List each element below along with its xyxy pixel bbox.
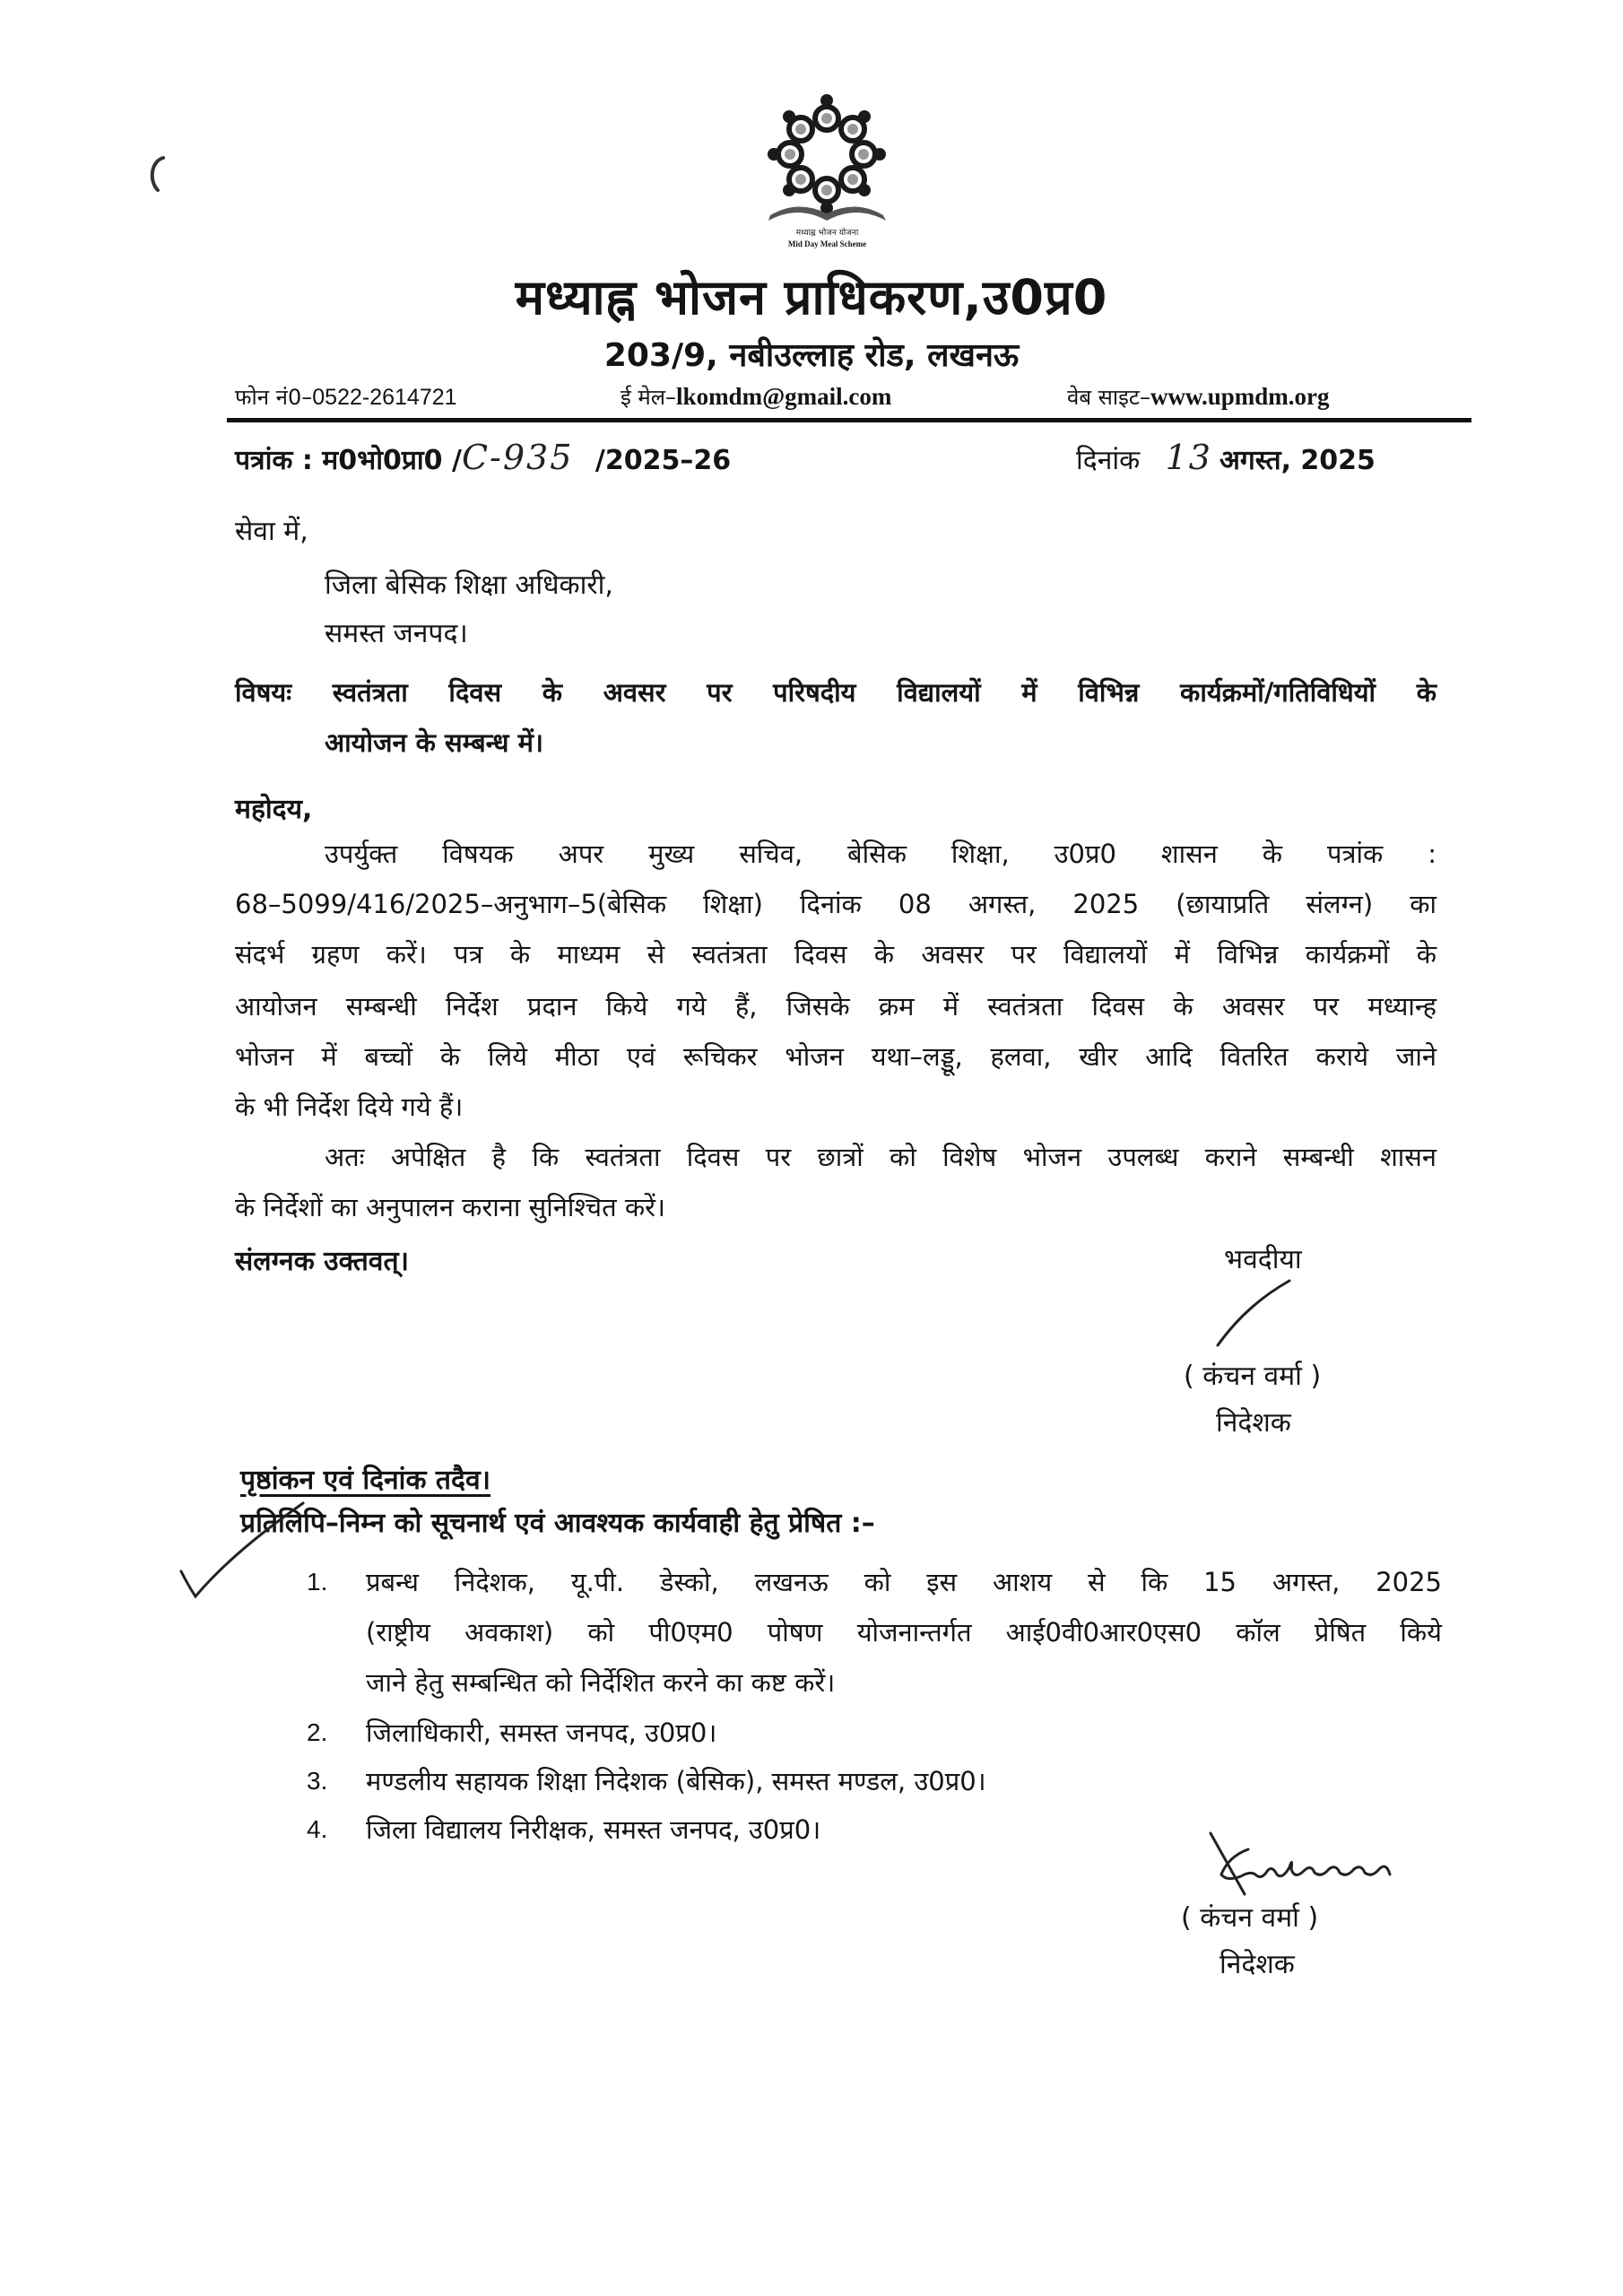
copy-item-4-line-1: जिला विद्यालय निरीक्षक, समस्त जनपद, उ0प्र0। — [366, 1814, 821, 1845]
signatory2-name: ( कंचन वर्मा ) — [1181, 1902, 1319, 1934]
closing-yours: भवदीया — [1224, 1244, 1302, 1275]
para1-line-6: के भी निर्देश दिये गये हैं। — [235, 1091, 464, 1122]
para1-line-4: आयोजन सम्बन्धी निर्देश प्रदान किये गये हैं, जिसके क्रम में स्वतंत्रता दिवस के अवसर पर मध्यान्ह — [235, 991, 1436, 1022]
para1-line-3: संदर्भ ग्रहण करें। पत्र के माध्यम से स्वतंत्रता दिवस के अवसर पर विद्यालयों में विभिन्न कार्यक्रमों के — [235, 939, 1436, 970]
recipient-area: समस्त जनपद। — [325, 618, 468, 649]
contact-email — [621, 382, 891, 412]
para1-line-5: भोजन में बच्चों के लिये मीठा एवं रूचिकर भोजन यथा–लड्डू, हलवा, खीर आदि वितरित कराये जाने — [235, 1041, 1436, 1072]
subject-line-1: विषयः स्वतंत्रता दिवस के अवसर पर परिषदीय विद्यालयों में विभिन्न कार्यक्रमों/गतिविधियों के — [235, 677, 1436, 708]
endorsement-heading: पृष्ठांकन एवं दिनांक तदैव। — [240, 1465, 491, 1496]
subject-line-2: आयोजन के सम्बन्ध में। — [325, 727, 543, 758]
handwritten-letter-number: C-935 — [461, 438, 574, 477]
phone-number: 0522-2614721 — [312, 385, 457, 410]
scan-mark-icon — [143, 152, 170, 197]
salutation-to: सेवा में, — [235, 516, 308, 547]
contact-website — [1067, 382, 1330, 412]
email-label: ई मेल– — [621, 385, 677, 410]
date-month-year: अगस्त, 2025 — [1219, 445, 1376, 476]
signatory-designation: निदेशक — [1216, 1407, 1291, 1439]
para1-line-2: 68–5099/416/2025–अनुभाग–5(बेसिक शिक्षा) दिनांक 08 अगस्त, 2025 (छायाप्रति संलग्न) का — [235, 889, 1436, 919]
checkmark-icon — [178, 1500, 312, 1603]
handwritten-date-day: 13 — [1165, 438, 1212, 477]
date-label: दिनांक — [1076, 445, 1141, 476]
signature-stroke-icon — [1211, 1274, 1300, 1354]
copy-item-4-number: 4. — [307, 1815, 328, 1843]
phone-label: फोन नं0– — [235, 385, 313, 410]
logo-emblem-icon — [767, 90, 888, 224]
para1-line-1: उपर्युक्त विषयक अपर मुख्य सचिव, बेसिक शिक्षा, उ0प्र0 शासन के पत्रांक : — [325, 839, 1436, 869]
reference-year: /2025–26 — [595, 445, 732, 476]
website-label: वेब साइट– — [1067, 385, 1150, 410]
mid-day-meal-logo — [767, 90, 888, 260]
copy-item-1-number: 1. — [307, 1568, 328, 1596]
copy-item-2-number: 2. — [307, 1718, 328, 1746]
signatory-name: ( कंचन वर्मा ) — [1184, 1361, 1322, 1392]
email-address[interactable]: lkomdm@gmail.com — [676, 383, 892, 410]
contact-phone — [235, 382, 457, 412]
greeting: महोदय, — [235, 794, 313, 825]
copy-item-1-line-1: प्रबन्ध निदेशक, यू.पी. डेस्को, लखनऊ को इस आशय से कि 15 अगस्त, 2025 — [366, 1567, 1442, 1597]
para2-line-2: के निर्देशों का अनुपालन कराना सुनिश्चित करें। — [235, 1192, 665, 1222]
reference-label: पत्रांक : म0भो0प्रा0 / — [235, 445, 462, 476]
organization-address: 203/9, नबीउल्लाह रोड, लखनऊ — [603, 337, 1020, 374]
copy-item-1-line-2: (राष्ट्रीय अवकाश) को पी0एम0 पोषण योजनान्तर्गत आई0वी0आर0एस0 कॉल प्रेषित किये — [366, 1617, 1442, 1648]
para2-line-1: अतः अपेक्षित है कि स्वतंत्रता दिवस पर छात्रों को विशेष भोजन उपलब्ध कराने सम्बन्धी शासन — [325, 1142, 1436, 1172]
letterhead-divider — [227, 418, 1471, 422]
copy-to-heading: प्रतिलिपि–निम्न को सूचनार्थ एवं आवश्यक कार्यवाही हेतु प्रेषित :– — [240, 1508, 875, 1539]
copy-item-1-line-3: जाने हेतु सम्बन्धित को निर्देशित करने का कष्ट करें। — [366, 1667, 836, 1698]
recipient-designation: जिला बेसिक शिक्षा अधिकारी, — [325, 570, 613, 601]
website-url[interactable]: www.upmdm.org — [1150, 383, 1330, 410]
logo-text-en: Mid Day Meal Scheme — [787, 239, 867, 248]
organization-title: मध्याह्न भोजन प्राधिकरण,उ0प्र0 — [515, 269, 1108, 326]
copy-item-3-number: 3. — [307, 1767, 328, 1795]
copy-item-2-line-1: जिलाधिकारी, समस्त जनपद, उ0प्र0। — [366, 1718, 717, 1748]
letter-reference — [235, 438, 731, 477]
enclosure-note: संलग्नक उक्तवत्। — [235, 1246, 409, 1277]
letter-date — [1076, 438, 1376, 477]
copy-item-3-line-1: मण्डलीय सहायक शिक्षा निदेशक (बेसिक), समस्त मण्डल, उ0प्र0। — [366, 1766, 986, 1796]
signatory2-designation: निदेशक — [1219, 1949, 1295, 1980]
logo-text-hi: मध्याह्न भोजन योजना — [795, 229, 859, 238]
